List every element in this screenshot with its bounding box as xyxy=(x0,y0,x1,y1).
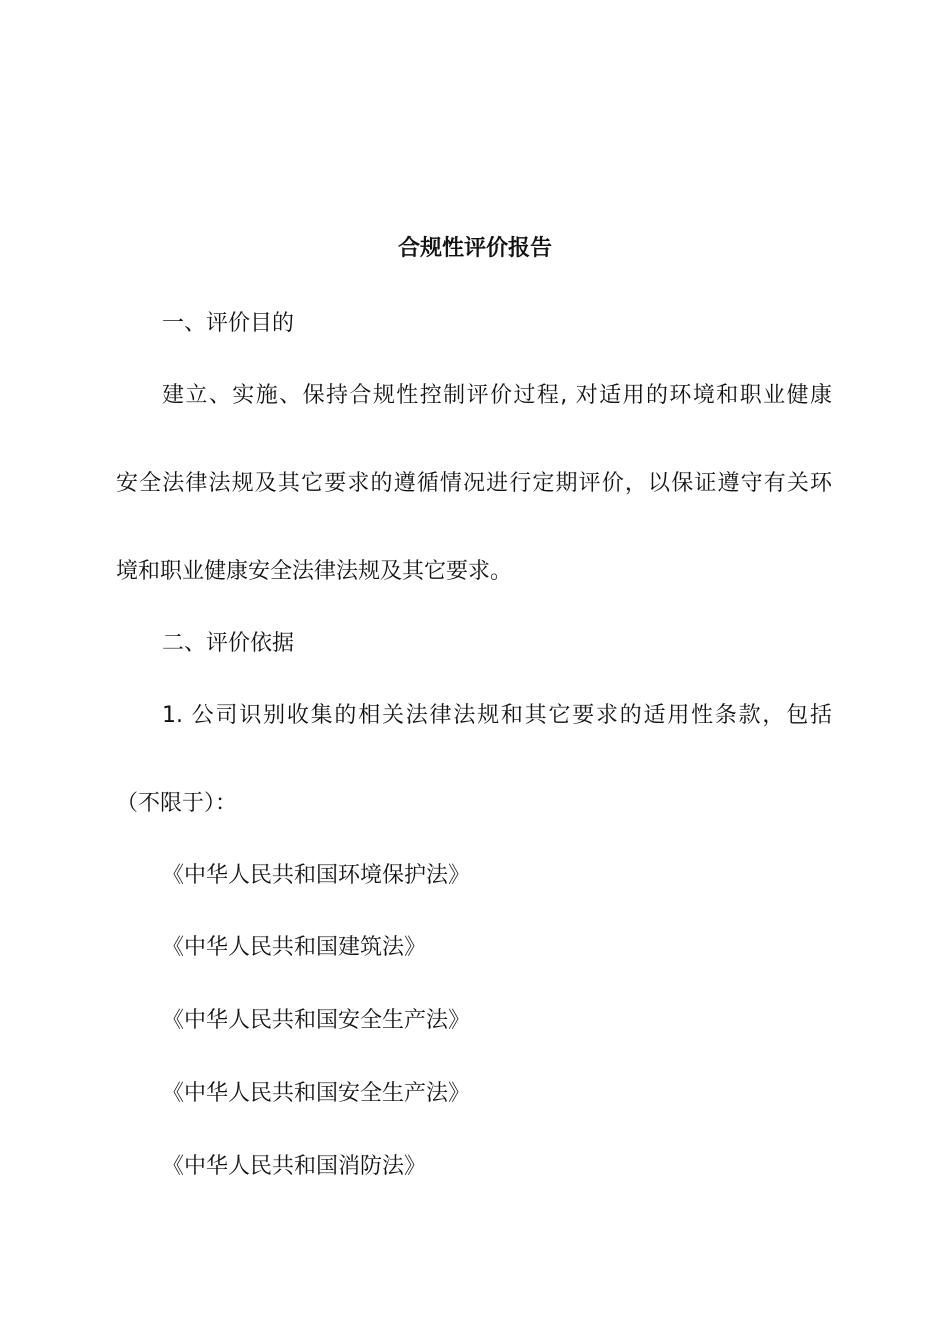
law-item: 《中华人民共和国建筑法》 xyxy=(162,935,427,960)
law-item: 《中华人民共和国安全生产法》 xyxy=(162,1081,471,1106)
list-item-line: 1. 公司识别收集的相关法律法规和其它要求的适用性条款，包括 xyxy=(162,703,832,728)
paragraph-line: 境和职业健康安全法律法规及其它要求。 xyxy=(116,559,513,584)
list-item-line: （不限于）： xyxy=(116,791,238,816)
law-item: 《中华人民共和国安全生产法》 xyxy=(162,1008,471,1033)
document-title: 合规性评价报告 xyxy=(397,236,552,261)
law-item: 《中华人民共和国环境保护法》 xyxy=(162,863,471,888)
paragraph-line: 建立、实施、保持合规性控制评价过程, 对适用的环境和职业健康 xyxy=(162,383,832,408)
law-item: 《中华人民共和国消防法》 xyxy=(162,1154,427,1179)
section-heading-purpose: 一、评价目的 xyxy=(162,311,295,336)
section-heading-basis: 二、评价依据 xyxy=(162,631,295,656)
paragraph-line: 安全法律法规及其它要求的遵循情况进行定期评价，以保证遵守有关环 xyxy=(116,471,832,496)
